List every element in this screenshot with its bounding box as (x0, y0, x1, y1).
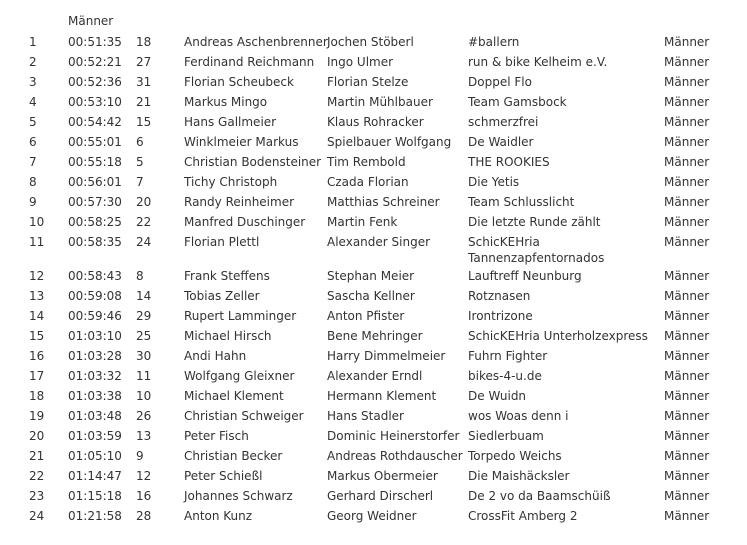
rank-cell: 17 (29, 369, 45, 383)
rider-1-cell: Tobias Zeller (184, 289, 260, 303)
finish-time-cell: 01:03:32 (68, 369, 122, 383)
category-cell: Männer (664, 175, 710, 189)
rank-cell: 21 (29, 449, 45, 463)
rank-cell: 7 (29, 155, 37, 169)
rank-cell: 22 (29, 469, 45, 483)
finish-time-cell: 00:51:35 (68, 35, 122, 49)
team-name-cell: Team Gamsbock (468, 95, 567, 109)
finish-time-cell: 00:54:42 (68, 115, 122, 129)
finish-time-cell: 01:03:28 (68, 349, 122, 363)
rider-2-cell: Alexander Erndl (327, 369, 423, 383)
finish-time-cell: 00:58:35 (68, 235, 122, 249)
rank-cell: 10 (29, 215, 45, 229)
result-row (0, 386, 747, 406)
finish-time-cell: 01:03:59 (68, 429, 122, 443)
start-number-cell: 11 (136, 369, 152, 383)
rank-cell: 9 (29, 195, 37, 209)
rider-1-cell: Wolfgang Gleixner (184, 369, 295, 383)
rider-1-cell: Markus Mingo (184, 95, 268, 109)
finish-time-cell: 01:15:18 (68, 489, 122, 503)
start-number-cell: 10 (136, 389, 152, 403)
category-cell: Männer (664, 329, 710, 343)
rider-2-cell: Tim Rembold (327, 155, 406, 169)
start-number-cell: 12 (136, 469, 152, 483)
team-name-cell: SchicKEHria Unterholzexpress (468, 329, 648, 343)
result-row (0, 112, 747, 132)
rider-1-cell: Hans Gallmeier (184, 115, 277, 129)
rider-2-cell: Bene Mehringer (327, 329, 423, 343)
team-name-cell: wos Woas denn i (468, 409, 569, 423)
rider-2-cell: Andreas Rothdauscher (327, 449, 463, 463)
rider-2-cell: Stephan Meier (327, 269, 415, 283)
rider-1-cell: Michael Klement (184, 389, 284, 403)
result-row (0, 92, 747, 112)
result-row (0, 132, 747, 152)
finish-time-cell: 01:03:48 (68, 409, 122, 423)
team-name-cell: De 2 vo da Baamschüiß (468, 489, 611, 503)
rider-2-cell: Ingo Ulmer (327, 55, 394, 69)
rider-1-cell: Rupert Lamminger (184, 309, 297, 323)
finish-time-cell: 00:57:30 (68, 195, 122, 209)
result-row (0, 286, 747, 306)
rider-1-cell: Manfred Duschinger (184, 215, 306, 229)
result-row (0, 346, 747, 366)
result-row (0, 306, 747, 326)
category-cell: Männer (664, 155, 710, 169)
rider-1-cell: Christian Schweiger (184, 409, 304, 423)
result-row (0, 426, 747, 446)
category-cell: Männer (664, 409, 710, 423)
team-name-cell: Die Yetis (468, 175, 520, 189)
rider-2-cell: Jochen Stöberl (327, 35, 414, 49)
category-cell: Männer (664, 135, 710, 149)
rider-2-cell: Hermann Klement (327, 389, 437, 403)
team-name-cell: Die letzte Runde zählt (468, 215, 601, 229)
category-cell: Männer (664, 469, 710, 483)
rider-1-cell: Tichy Christoph (184, 175, 278, 189)
start-number-cell: 21 (136, 95, 152, 109)
result-row (0, 506, 747, 526)
start-number-cell: 31 (136, 75, 152, 89)
start-number-cell: 5 (136, 155, 144, 169)
start-number-cell: 7 (136, 175, 144, 189)
finish-time-cell: 00:52:21 (68, 55, 122, 69)
category-cell: Männer (664, 115, 710, 129)
rider-1-cell: Johannes Schwarz (184, 489, 293, 503)
category-cell: Männer (664, 429, 710, 443)
category-cell: Männer (664, 55, 710, 69)
rank-cell: 5 (29, 115, 37, 129)
rider-1-cell: Ferdinand Reichmann (184, 55, 315, 69)
team-name-cell: De Wuidn (468, 389, 527, 403)
category-cell: Männer (664, 369, 710, 383)
rank-cell: 19 (29, 409, 45, 423)
team-name-cell: CrossFit Amberg 2 (468, 509, 578, 523)
start-number-cell: 24 (136, 235, 152, 249)
start-number-cell: 28 (136, 509, 152, 523)
category-cell: Männer (664, 75, 710, 89)
category-cell: Männer (664, 489, 710, 503)
category-cell: Männer (664, 389, 710, 403)
finish-time-cell: 00:58:25 (68, 215, 122, 229)
result-row (0, 446, 747, 466)
rank-cell: 8 (29, 175, 37, 189)
team-name-cell: Team Schlusslicht (468, 195, 575, 209)
start-number-cell: 14 (136, 289, 152, 303)
rider-1-cell: Florian Scheubeck (184, 75, 294, 89)
rank-cell: 11 (29, 235, 45, 249)
start-number-cell: 22 (136, 215, 152, 229)
result-row (0, 326, 747, 346)
rider-1-cell: Peter Schießl (184, 469, 263, 483)
rider-2-cell: Martin Mühlbauer (327, 95, 433, 109)
team-name-cell: THE ROOKIES (468, 155, 550, 169)
rank-cell: 6 (29, 135, 37, 149)
rank-cell: 12 (29, 269, 45, 283)
category-heading: Männer (68, 14, 114, 28)
rank-cell: 23 (29, 489, 45, 503)
rider-2-cell: Florian Stelze (327, 75, 409, 89)
rank-cell: 16 (29, 349, 45, 363)
rider-2-cell: Martin Fenk (327, 215, 398, 229)
finish-time-cell: 00:52:36 (68, 75, 122, 89)
team-name-cell: De Waidler (468, 135, 534, 149)
category-cell: Männer (664, 195, 710, 209)
start-number-cell: 30 (136, 349, 152, 363)
finish-time-cell: 01:21:58 (68, 509, 122, 523)
rank-cell: 18 (29, 389, 45, 403)
start-number-cell: 27 (136, 55, 152, 69)
category-cell: Männer (664, 349, 710, 363)
rider-1-cell: Florian Plettl (184, 235, 260, 249)
result-row (0, 266, 747, 286)
rank-cell: 3 (29, 75, 37, 89)
team-name-cell: schmerzfrei (468, 115, 539, 129)
rider-2-cell: Matthias Schreiner (327, 195, 440, 209)
rider-1-cell: Winklmeier Markus (184, 135, 299, 149)
rider-1-cell: Michael Hirsch (184, 329, 272, 343)
start-number-cell: 29 (136, 309, 152, 323)
category-cell: Männer (664, 235, 710, 249)
result-row (0, 232, 747, 266)
category-cell: Männer (664, 449, 710, 463)
team-name-cell: #ballern (468, 35, 520, 49)
rider-2-cell: Sascha Kellner (327, 289, 415, 303)
rider-2-cell: Georg Weidner (327, 509, 417, 523)
start-number-cell: 20 (136, 195, 152, 209)
finish-time-cell: 00:55:18 (68, 155, 122, 169)
start-number-cell: 8 (136, 269, 144, 283)
result-row (0, 192, 747, 212)
start-number-cell: 9 (136, 449, 144, 463)
rider-1-cell: Frank Steffens (184, 269, 270, 283)
result-row (0, 212, 747, 232)
category-cell: Männer (664, 509, 710, 523)
team-name-cell: Lauftreff Neunburg (468, 269, 582, 283)
rider-1-cell: Christian Bodensteiner (184, 155, 322, 169)
results-table (0, 32, 747, 526)
team-name-cell: Fuhrn Fighter (468, 349, 548, 363)
result-row (0, 486, 747, 506)
rank-cell: 2 (29, 55, 37, 69)
result-row (0, 32, 747, 52)
rank-cell: 1 (29, 35, 37, 49)
category-cell: Männer (664, 269, 710, 283)
finish-time-cell: 00:56:01 (68, 175, 122, 189)
finish-time-cell: 01:03:38 (68, 389, 122, 403)
rank-cell: 14 (29, 309, 45, 323)
category-cell: Männer (664, 35, 710, 49)
team-name-cell: Siedlerbuam (468, 429, 544, 443)
finish-time-cell: 01:14:47 (68, 469, 122, 483)
result-row (0, 52, 747, 72)
rider-2-cell: Hans Stadler (327, 409, 404, 423)
rider-1-cell: Andi Hahn (184, 349, 247, 363)
rider-1-cell: Andreas Aschenbrenner (184, 35, 328, 49)
finish-time-cell: 01:05:10 (68, 449, 122, 463)
start-number-cell: 18 (136, 35, 152, 49)
team-name-cell: Torpedo Weichs (468, 449, 562, 463)
start-number-cell: 25 (136, 329, 152, 343)
team-name-cell: Doppel Flo (468, 75, 532, 89)
rank-cell: 24 (29, 509, 45, 523)
rider-2-cell: Gerhard Dirscherl (327, 489, 434, 503)
start-number-cell: 13 (136, 429, 152, 443)
finish-time-cell: 00:55:01 (68, 135, 122, 149)
team-name-cell: Die Maishäcksler (468, 469, 570, 483)
rider-2-cell: Harry Dimmelmeier (327, 349, 446, 363)
team-name-cell: bikes-4-u.de (468, 369, 542, 383)
rank-cell: 15 (29, 329, 45, 343)
rider-2-cell: Czada Florian (327, 175, 409, 189)
category-cell: Männer (664, 289, 710, 303)
result-row (0, 72, 747, 92)
rank-cell: 20 (29, 429, 45, 443)
team-name-cell: Irontrizone (468, 309, 533, 323)
rider-1-cell: Christian Becker (184, 449, 283, 463)
rider-2-cell: Spielbauer Wolfgang (327, 135, 452, 149)
rider-1-cell: Randy Reinheimer (184, 195, 295, 209)
team-name-cell: Rotznasen (468, 289, 531, 303)
result-row (0, 152, 747, 172)
category-cell: Männer (664, 215, 710, 229)
result-row (0, 172, 747, 192)
result-row (0, 406, 747, 426)
finish-time-cell: 00:59:46 (68, 309, 122, 323)
rider-2-cell: Klaus Rohracker (327, 115, 424, 129)
team-name-cell: SchicKEHria Tannenzapfentornados (468, 235, 605, 265)
rider-2-cell: Dominic Heinerstorfer (327, 429, 460, 443)
finish-time-cell: 00:53:10 (68, 95, 122, 109)
finish-time-cell: 00:58:43 (68, 269, 122, 283)
rider-1-cell: Anton Kunz (184, 509, 253, 523)
rank-cell: 13 (29, 289, 45, 303)
start-number-cell: 26 (136, 409, 152, 423)
finish-time-cell: 00:59:08 (68, 289, 122, 303)
team-name-cell: run & bike Kelheim e.V. (468, 55, 608, 69)
start-number-cell: 16 (136, 489, 152, 503)
result-row (0, 366, 747, 386)
category-cell: Männer (664, 95, 710, 109)
rider-1-cell: Peter Fisch (184, 429, 249, 443)
start-number-cell: 15 (136, 115, 152, 129)
finish-time-cell: 01:03:10 (68, 329, 122, 343)
rider-2-cell: Anton Pfister (327, 309, 405, 323)
rider-2-cell: Markus Obermeier (327, 469, 438, 483)
rider-2-cell: Alexander Singer (327, 235, 431, 249)
result-row (0, 466, 747, 486)
start-number-cell: 6 (136, 135, 144, 149)
rank-cell: 4 (29, 95, 37, 109)
category-cell: Männer (664, 309, 710, 323)
